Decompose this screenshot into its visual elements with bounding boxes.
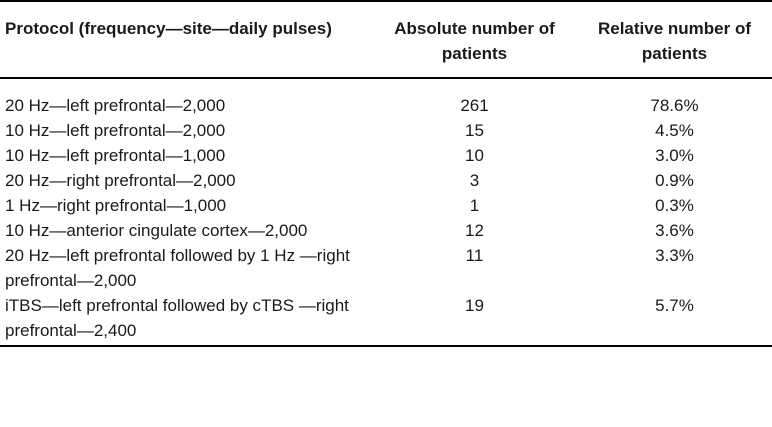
table-row	[0, 143, 772, 168]
cell-absolute: 3	[469, 171, 480, 190]
cell-relative: 0.3%	[655, 196, 694, 215]
table-row	[0, 243, 772, 293]
cell-protocol: 20 Hz—right prefrontal—2,000	[5, 171, 236, 190]
table-row	[0, 78, 772, 118]
table-row	[0, 218, 772, 243]
cell-absolute: 261	[460, 96, 489, 115]
cell-protocol: 20 Hz—left prefrontal followed by 1 Hz —right prefrontal—2,000	[5, 246, 350, 290]
cell-protocol: iTBS—left prefrontal followed by cTBS —right prefrontal—2,400	[0, 293, 372, 346]
cell-relative: 5.7%	[577, 293, 772, 346]
cell-relative: 3.6%	[655, 221, 694, 240]
cell-absolute: 12	[465, 221, 484, 240]
cell-absolute: 15	[465, 121, 484, 140]
cell-absolute: 10	[465, 146, 484, 165]
cell-protocol: 10 Hz—left prefrontal—1,000	[5, 146, 226, 165]
header-absolute-number: Absolute number of patients	[372, 1, 577, 78]
cell-relative: 0.9%	[655, 171, 694, 190]
cell-absolute: 19	[372, 293, 577, 346]
header-protocol: Protocol (frequency—site—daily pulses)	[0, 1, 372, 78]
cell-protocol: 10 Hz—anterior cingulate cortex—2,000	[5, 221, 308, 240]
table-body	[0, 78, 772, 346]
table-header	[0, 1, 772, 78]
cell-protocol: 10 Hz—left prefrontal—2,000	[5, 121, 226, 140]
header-row	[0, 1, 772, 78]
cell-protocol: 1 Hz—right prefrontal—1,000	[5, 196, 227, 215]
cell-relative: 78.6%	[650, 96, 699, 115]
table-row	[0, 168, 772, 193]
cell-protocol: 20 Hz—left prefrontal—2,000	[5, 96, 226, 115]
cell-relative: 4.5%	[655, 121, 694, 140]
cell-relative: 3.0%	[655, 146, 694, 165]
table-row	[0, 118, 772, 143]
table-row	[0, 293, 772, 346]
header-relative-number: Relative number of patients	[577, 1, 772, 78]
table-row	[0, 193, 772, 218]
cell-absolute: 1	[469, 196, 480, 215]
cell-relative: 3.3%	[655, 246, 694, 265]
cell-absolute: 11	[465, 246, 484, 265]
